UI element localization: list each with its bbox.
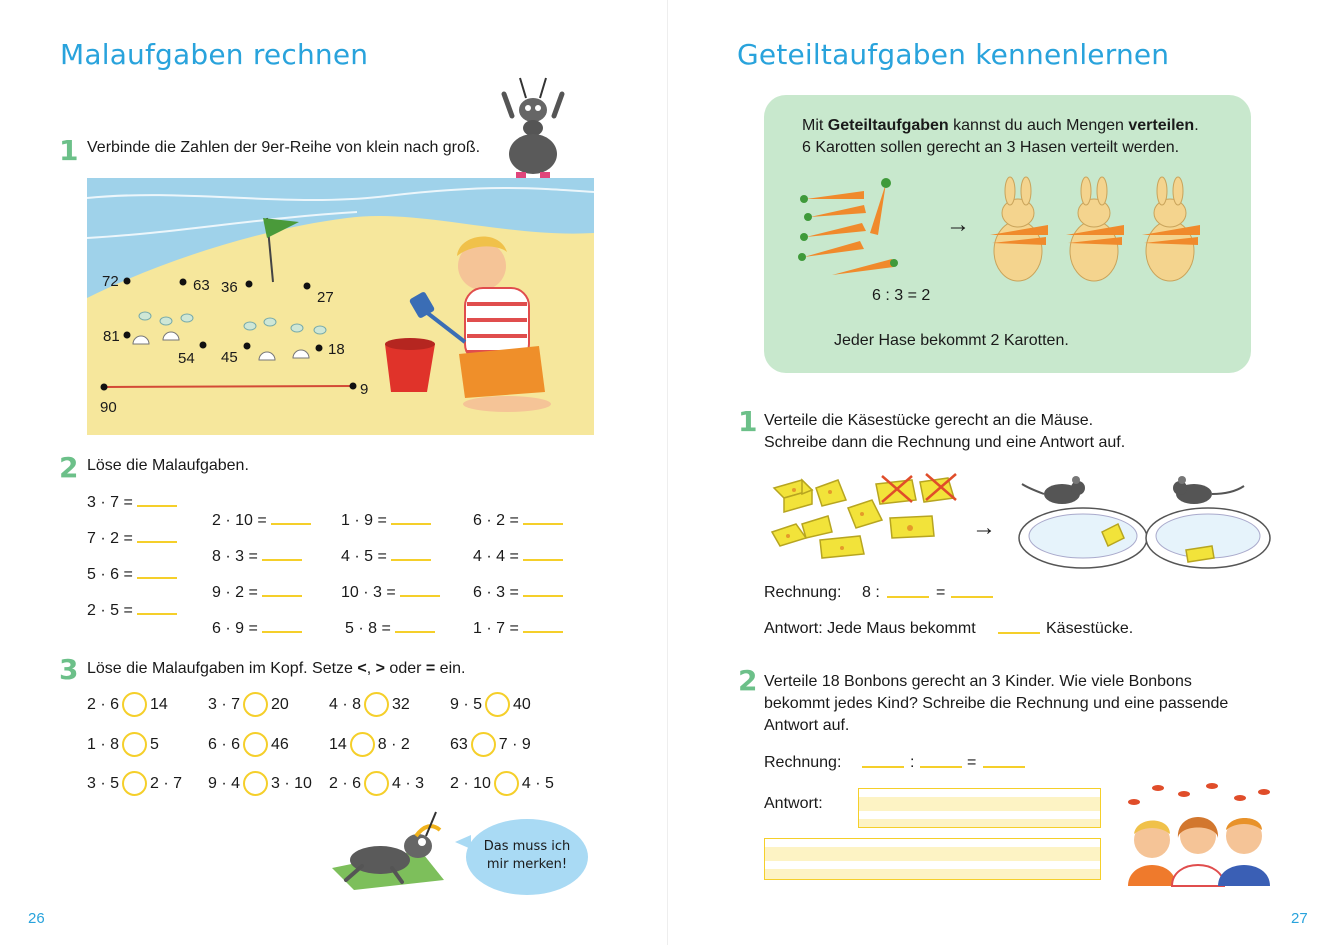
dot-63[interactable] <box>180 279 187 286</box>
comparison-item: 63 7 · 9 <box>450 732 531 758</box>
dot-72[interactable] <box>124 278 131 285</box>
speech-bubble <box>466 819 588 895</box>
answer-blank[interactable] <box>137 493 177 507</box>
task-2-calc-equals: = <box>967 754 977 771</box>
task-2-line-2: bekommt jedes Kind? Schreibe die Rechnung und eine passende <box>764 695 1229 712</box>
task-2-instruction: Löse die Malaufgaben. <box>87 457 249 474</box>
multiplication-item: 6 · 9 = <box>212 619 302 638</box>
comparison-circle[interactable] <box>243 771 268 796</box>
dot-label-45: 45 <box>221 349 238 366</box>
task-1-calc-blank-1[interactable] <box>887 596 929 598</box>
info-arrow: → <box>946 211 970 238</box>
task-1-answer-post: Käsestücke. <box>1046 620 1134 637</box>
comparison-circle[interactable] <box>494 771 519 796</box>
dot-label-18: 18 <box>328 341 345 358</box>
cheese-pieces-illustration <box>772 472 972 564</box>
answer-blank[interactable] <box>400 583 440 597</box>
multiplication-item: 9 · 2 = <box>212 583 302 602</box>
task-number-3: 3 <box>59 653 79 686</box>
comparison-item: 4 · 8 32 <box>329 692 410 718</box>
dot-label-72: 72 <box>102 273 119 290</box>
answer-blank[interactable] <box>391 511 431 525</box>
task-3-instruction: Löse die Malaufgaben im Kopf. Setze <, > oder = ein. <box>87 660 466 677</box>
dot-90[interactable] <box>101 384 108 391</box>
task-number-1: 1 <box>59 134 79 167</box>
comparison-item: 2 · 6 14 <box>87 692 168 718</box>
dot-label-90: 90 <box>100 399 117 416</box>
multiplication-item: 6 · 3 = <box>473 583 563 602</box>
comparison-item: 1 · 8 5 <box>87 732 159 758</box>
answer-blank[interactable] <box>523 547 563 561</box>
task-2-calc-blank-1[interactable] <box>862 766 904 768</box>
page-number: 26 <box>28 910 45 927</box>
comparison-circle[interactable] <box>122 692 147 717</box>
task-2-calc-blank-2[interactable] <box>920 766 962 768</box>
page-title: Geteiltaufgaben kennenlernen <box>737 38 1170 71</box>
multiplication-item: 5 · 8 = <box>345 619 435 638</box>
multiplication-item: 2 · 10 = <box>212 511 311 530</box>
dot-label-81: 81 <box>103 328 120 345</box>
multiplication-item: 4 · 5 = <box>341 547 431 566</box>
task-1-answer-pre: Antwort: Jede Maus bekommt <box>764 620 976 637</box>
task-2-calc-blank-3[interactable] <box>983 766 1025 768</box>
answer-blank[interactable] <box>262 619 302 633</box>
dot-label-27: 27 <box>317 289 334 306</box>
speech-bubble-text: Das muss ich mir merken! <box>483 839 571 872</box>
comparison-item: 2 · 6 4 · 3 <box>329 771 424 797</box>
task-1-line-2: Schreibe dann die Rechnung und eine Antwort auf. <box>764 434 1126 451</box>
dot-27[interactable] <box>304 283 311 290</box>
comparison-item: 9 · 4 3 · 10 <box>208 771 312 797</box>
bunnies-illustration <box>982 181 1206 293</box>
dot-label-54: 54 <box>178 350 195 367</box>
multiplication-item: 8 · 3 = <box>212 547 302 566</box>
plates-with-mice-illustration <box>1018 468 1254 572</box>
info-box <box>764 95 1251 373</box>
comparison-circle[interactable] <box>122 771 147 796</box>
info-box-line-1: Mit Geteiltaufgaben kannst du auch Mengen verteilen. <box>802 117 1199 134</box>
cheese-arrow: → <box>972 514 996 541</box>
task-2-line-3: Antwort auf. <box>764 717 850 734</box>
ant-relaxing-illustration <box>332 810 462 890</box>
comparison-circle[interactable] <box>350 732 375 757</box>
comparison-item: 2 · 10 4 · 5 <box>450 771 554 797</box>
info-box-answer: Jeder Hase bekommt 2 Karotten. <box>834 332 1069 349</box>
task-number-2: 2 <box>738 664 758 697</box>
dot-18[interactable] <box>316 345 323 352</box>
dot-points-layer <box>87 178 594 435</box>
answer-blank[interactable] <box>262 547 302 561</box>
carrots-illustration <box>796 179 908 279</box>
task-number-1: 1 <box>738 405 758 438</box>
multiplication-item: 5 · 6 = <box>87 565 177 584</box>
task-1-calc-equals: = <box>936 584 946 601</box>
answer-blank[interactable] <box>137 529 177 543</box>
dot-36[interactable] <box>246 281 253 288</box>
dot-label-36: 36 <box>221 279 238 296</box>
comparison-item: 3 · 5 2 · 7 <box>87 771 182 797</box>
multiplication-item: 4 · 4 = <box>473 547 563 566</box>
multiplication-item: 2 · 5 = <box>87 601 177 620</box>
answer-blank[interactable] <box>262 583 302 597</box>
answer-blank[interactable] <box>395 619 435 633</box>
multiplication-item: 1 · 9 = <box>341 511 431 530</box>
comparison-item: 14 8 · 2 <box>329 732 410 758</box>
comparison-circle[interactable] <box>485 692 510 717</box>
answer-blank[interactable] <box>271 511 311 525</box>
task-1-answer-blank[interactable] <box>998 632 1040 634</box>
multiplication-item: 7 · 2 = <box>87 529 177 548</box>
right-page <box>668 0 1336 945</box>
multiplication-item: 6 · 2 = <box>473 511 563 530</box>
comparison-item: 9 · 5 40 <box>450 692 531 718</box>
task-1-calc-blank-2[interactable] <box>951 596 993 598</box>
task-2-answer-label: Antwort: <box>764 795 823 812</box>
answer-blank[interactable] <box>523 583 563 597</box>
task-1-calc-label: Rechnung: <box>764 584 842 601</box>
dot-9[interactable] <box>350 383 357 390</box>
comparison-item: 6 · 6 46 <box>208 732 289 758</box>
task-number-2: 2 <box>59 451 79 484</box>
comparison-circle[interactable] <box>243 692 268 717</box>
dot-81[interactable] <box>124 332 131 339</box>
multiplication-item: 10 · 3 = <box>341 583 440 602</box>
task-1-instruction: Verbinde die Zahlen der 9er-Reihe von klein nach groß. <box>87 139 481 156</box>
comparison-circle[interactable] <box>364 771 389 796</box>
dot-45[interactable] <box>244 343 251 350</box>
answer-blank[interactable] <box>137 601 177 615</box>
comparison-item: 3 · 7 20 <box>208 692 289 718</box>
answer-writing-field-2[interactable] <box>764 838 1101 880</box>
comparison-circle[interactable] <box>364 692 389 717</box>
task-2-calc-label: Rechnung: <box>764 754 842 771</box>
comparison-circle[interactable] <box>471 732 496 757</box>
multiplication-item: 1 · 7 = <box>473 619 563 638</box>
task-1-calc-first: 8 : <box>862 584 880 601</box>
dot-label-63: 63 <box>193 277 210 294</box>
info-box-equation: 6 : 3 = 2 <box>872 287 931 304</box>
answer-blank[interactable] <box>391 547 431 561</box>
comparison-circle[interactable] <box>243 732 268 757</box>
task-2-line-1: Verteile 18 Bonbons gerecht an 3 Kinder. Wie viele Bonbons <box>764 673 1192 690</box>
comparison-circle[interactable] <box>122 732 147 757</box>
answer-blank[interactable] <box>137 565 177 579</box>
page-number: 27 <box>1291 910 1308 927</box>
speech-bubble-tail <box>455 835 471 849</box>
multiplication-item: 3 · 7 = <box>87 493 177 512</box>
task-2-calc-divide: : <box>910 754 915 771</box>
info-box-line-2: 6 Karotten sollen gerecht an 3 Hasen verteilt werden. <box>802 139 1180 156</box>
dot-54[interactable] <box>200 342 207 349</box>
children-with-candy-illustration <box>1120 778 1276 886</box>
answer-blank[interactable] <box>523 511 563 525</box>
task-1-line-1: Verteile die Käsestücke gerecht an die Mäuse. <box>764 412 1094 429</box>
page-title: Malaufgaben rechnen <box>60 38 369 71</box>
dot-label-9: 9 <box>360 381 369 398</box>
answer-blank[interactable] <box>523 619 563 633</box>
answer-writing-field-1[interactable] <box>858 788 1101 828</box>
